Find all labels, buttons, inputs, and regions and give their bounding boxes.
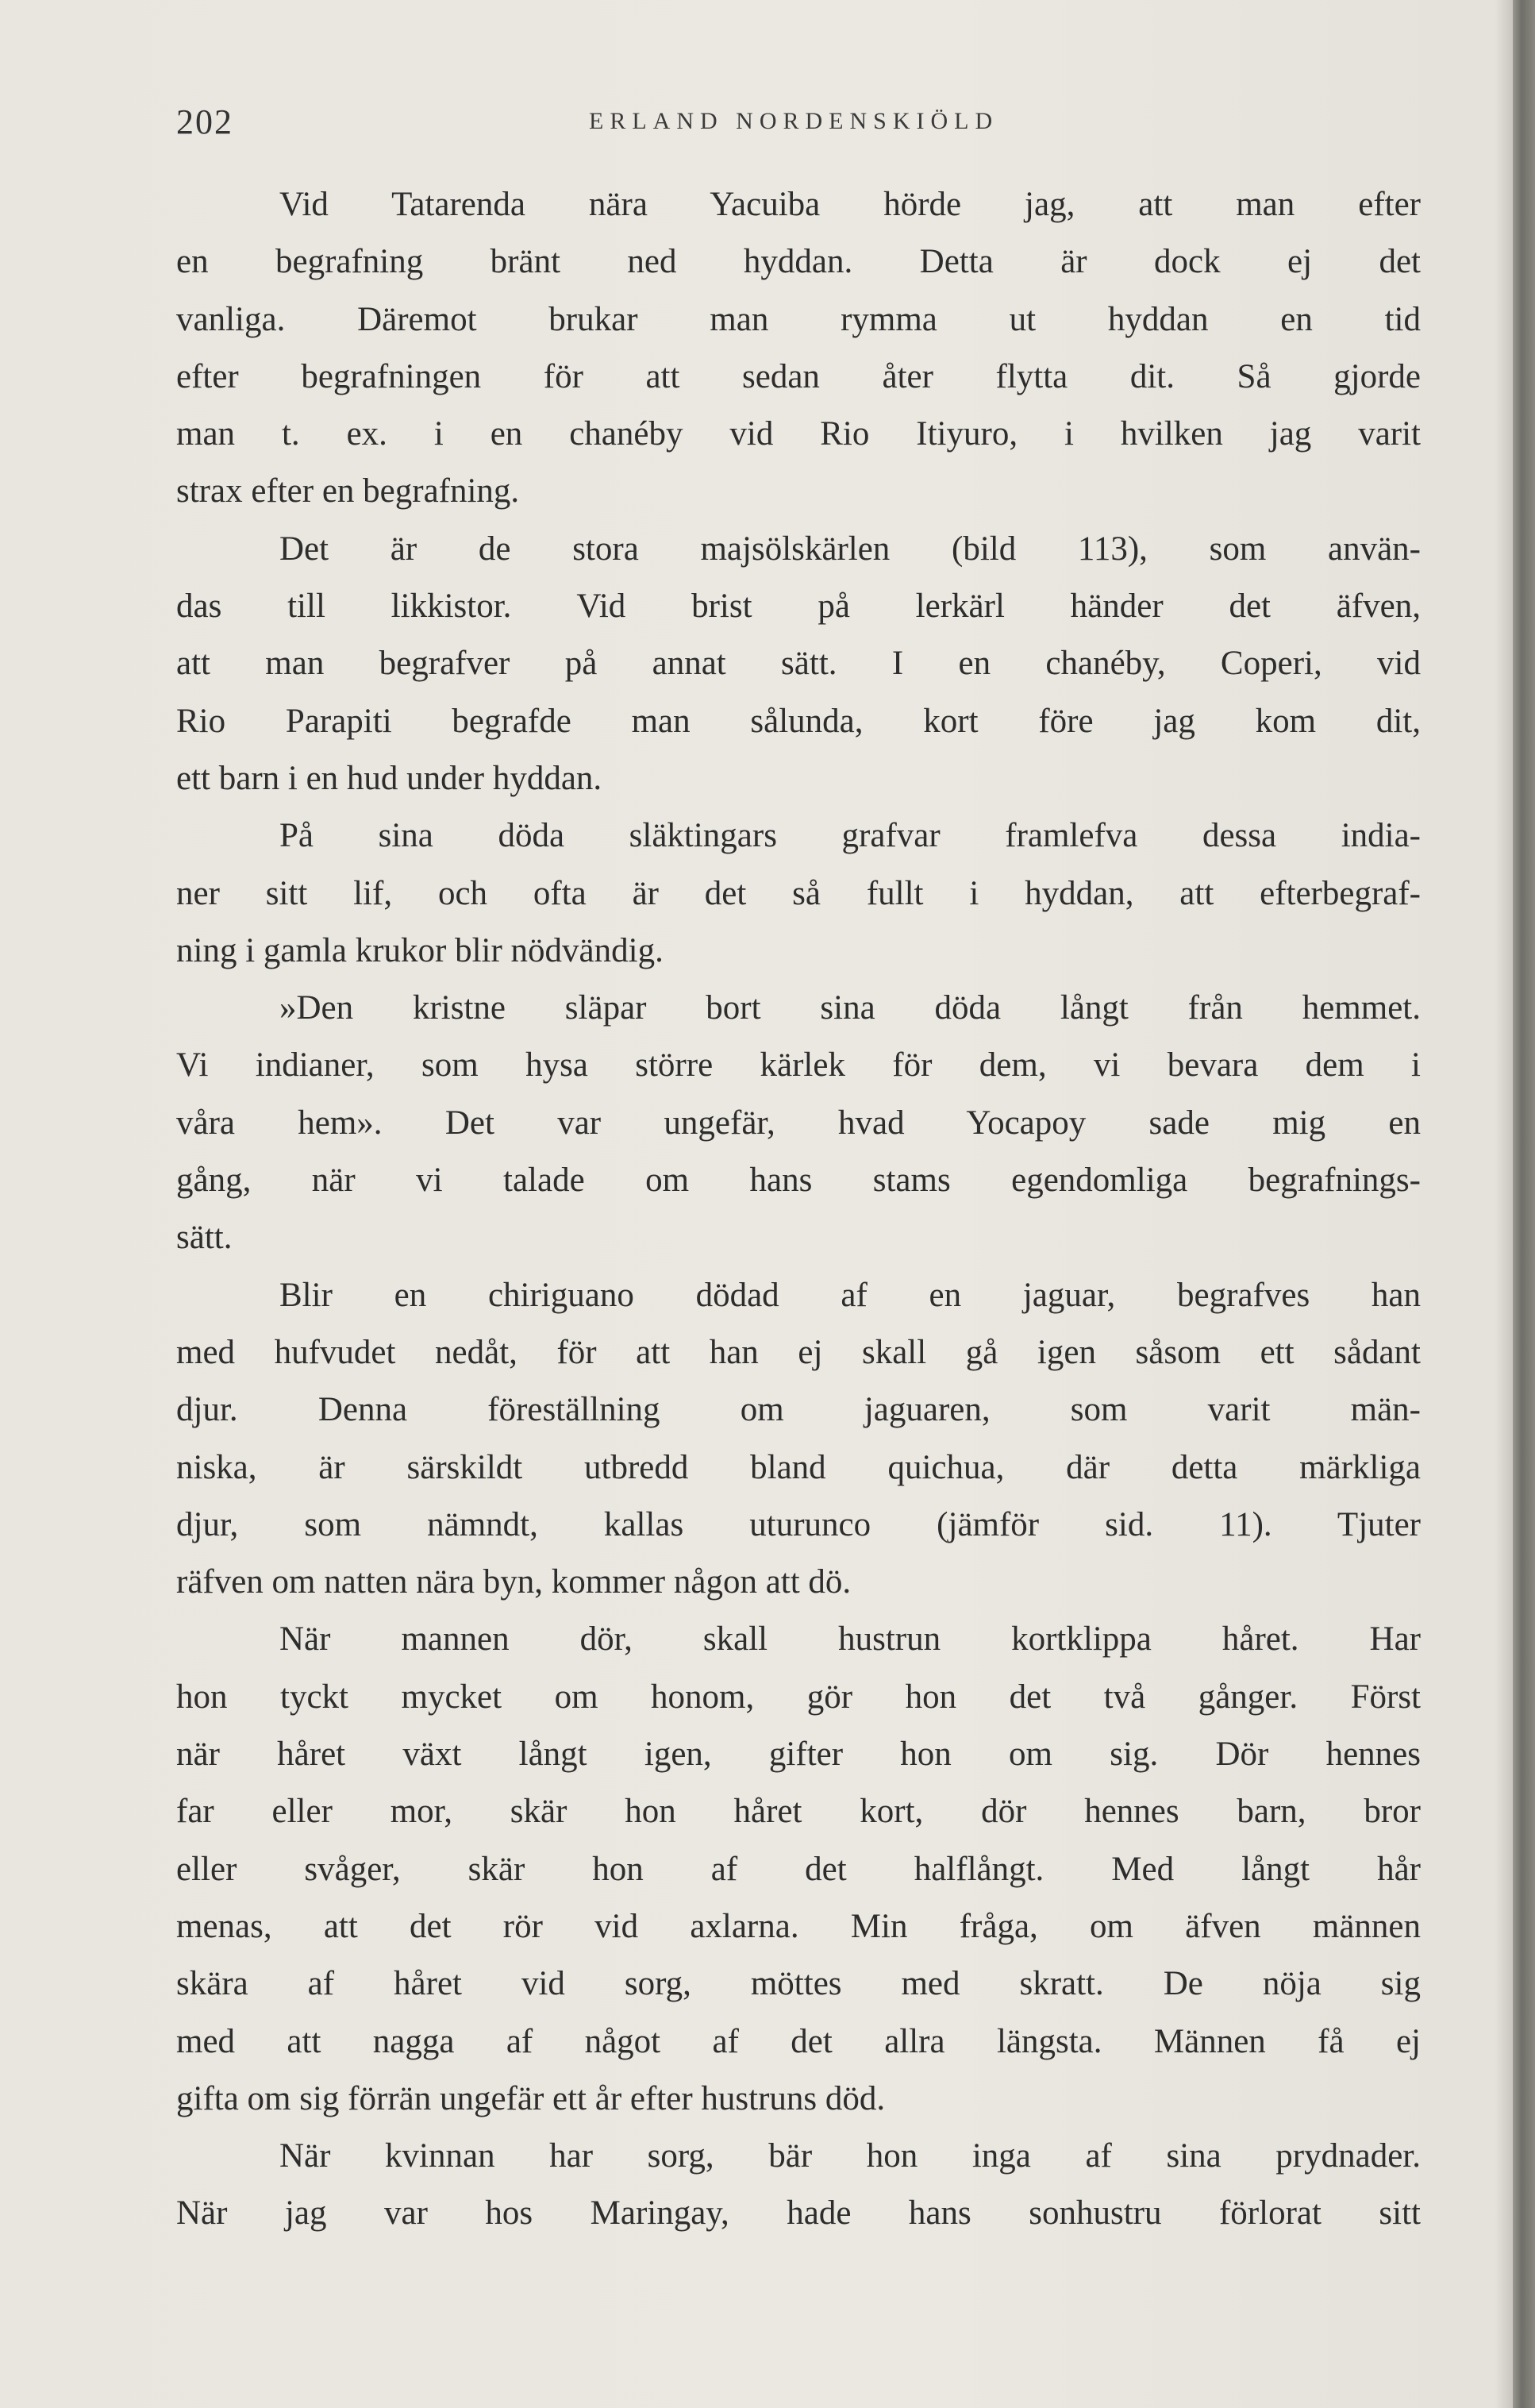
text-line: Det är de stora majsölskärlen (bild 113), som använ- [279,530,1421,568]
text-line: När mannen dör, skall hustrun kortklippa håret. Har [279,1620,1421,1659]
book-edge [1513,0,1535,2408]
page-number: 202 [176,102,233,141]
text-line: »Den kristne släpar bort sina döda långt från hemmet. [279,989,1421,1027]
text-line: vanliga. Däremot brukar man rymma ut hyddan en tid [176,300,1421,338]
text-line: ner sitt lif, och ofta är det så fullt i hyddan, att efterbegraf- [176,874,1421,912]
text-line: Blir en chiriguano dödad af en jaguar, begrafves han [279,1276,1421,1314]
text-line: våra hem». Det var ungefär, hvad Yocapoy sade mig en [176,1104,1421,1142]
text-line: man t. ex. i en chanéby vid Rio Itiyuro, i hvilken jag varit [176,415,1421,453]
text-line: gång, när vi talade om hans stams egendomliga begrafnings- [176,1162,1421,1200]
text-line: På sina döda släktingars grafvar framlefva dessa india- [279,817,1421,855]
text-line: djur, som nämndt, kallas uturunco (jämför sid. 11). Tjuter [176,1505,1421,1543]
text-line: das till likkistor. Vid brist på lerkärl händer det äfven, [176,588,1421,626]
text-line: eller svåger, skär hon af det halflångt. Med långt hår [176,1850,1421,1888]
text-line: hon tyckt mycket om honom, gör hon det två gånger. Först [176,1678,1421,1716]
text-line: ett barn i en hud under hyddan. [176,759,602,797]
text-line: när håret växt långt igen, gifter hon om sig. Dör hennes [176,1736,1421,1774]
text-line: gifta om sig förrän ungefär ett år efter hustruns död. [176,2079,886,2117]
text-line: När kvinnan har sorg, bär hon inga af sina prydnader. [279,2137,1421,2175]
text-line: med att nagga af något af det allra längsta. Männen få ej [176,2022,1421,2060]
text-line: en begrafning bränt ned hyddan. Detta är dock ej det [176,243,1421,281]
text-line: att man begrafver på annat sätt. I en chanéby, Coperi, vid [176,645,1421,683]
text-line: strax efter en begrafning. [176,472,520,510]
body-text [176,176,1421,2243]
text-line: ning i gamla krukor blir nödvändig. [176,931,664,969]
text-line: menas, att det rör vid axlarna. Min fråga, om äfven männen [176,1907,1421,1945]
text-line: räfven om natten nära byn, kommer någon att dö. [176,1563,852,1601]
text-line: Rio Parapiti begrafde man sålunda, kort före jag kom dit, [176,702,1421,740]
text-line: sätt. [176,1219,233,1257]
text-line: skära af håret vid sorg, möttes med skratt. De nöja sig [176,1965,1421,2003]
page-header [176,102,1414,149]
text-line: djur. Denna föreställning om jaguaren, som varit män- [176,1391,1421,1429]
text-line: När jag var hos Maringay, hade hans sonhustru förlorat sitt [176,2194,1421,2233]
running-head: ERLAND NORDENSKIÖLD [589,108,999,134]
text-line: Vid Tatarenda nära Yacuiba hörde jag, att man efter [279,186,1421,223]
text-line: med hufvudet nedåt, för att han ej skall gå igen såsom ett sådant [176,1333,1421,1371]
text-line: niska, är särskildt utbredd bland quichua, där detta märkliga [176,1448,1421,1486]
text-line: efter begrafningen för att sedan åter flytta dit. Så gjorde [176,357,1421,395]
text-line: far eller mor, skär hon håret kort, dör hennes barn, bror [176,1793,1421,1831]
page-edge-shadow [1495,0,1513,2408]
text-line: Vi indianer, som hysa större kärlek för dem, vi bevara dem i [176,1046,1421,1085]
